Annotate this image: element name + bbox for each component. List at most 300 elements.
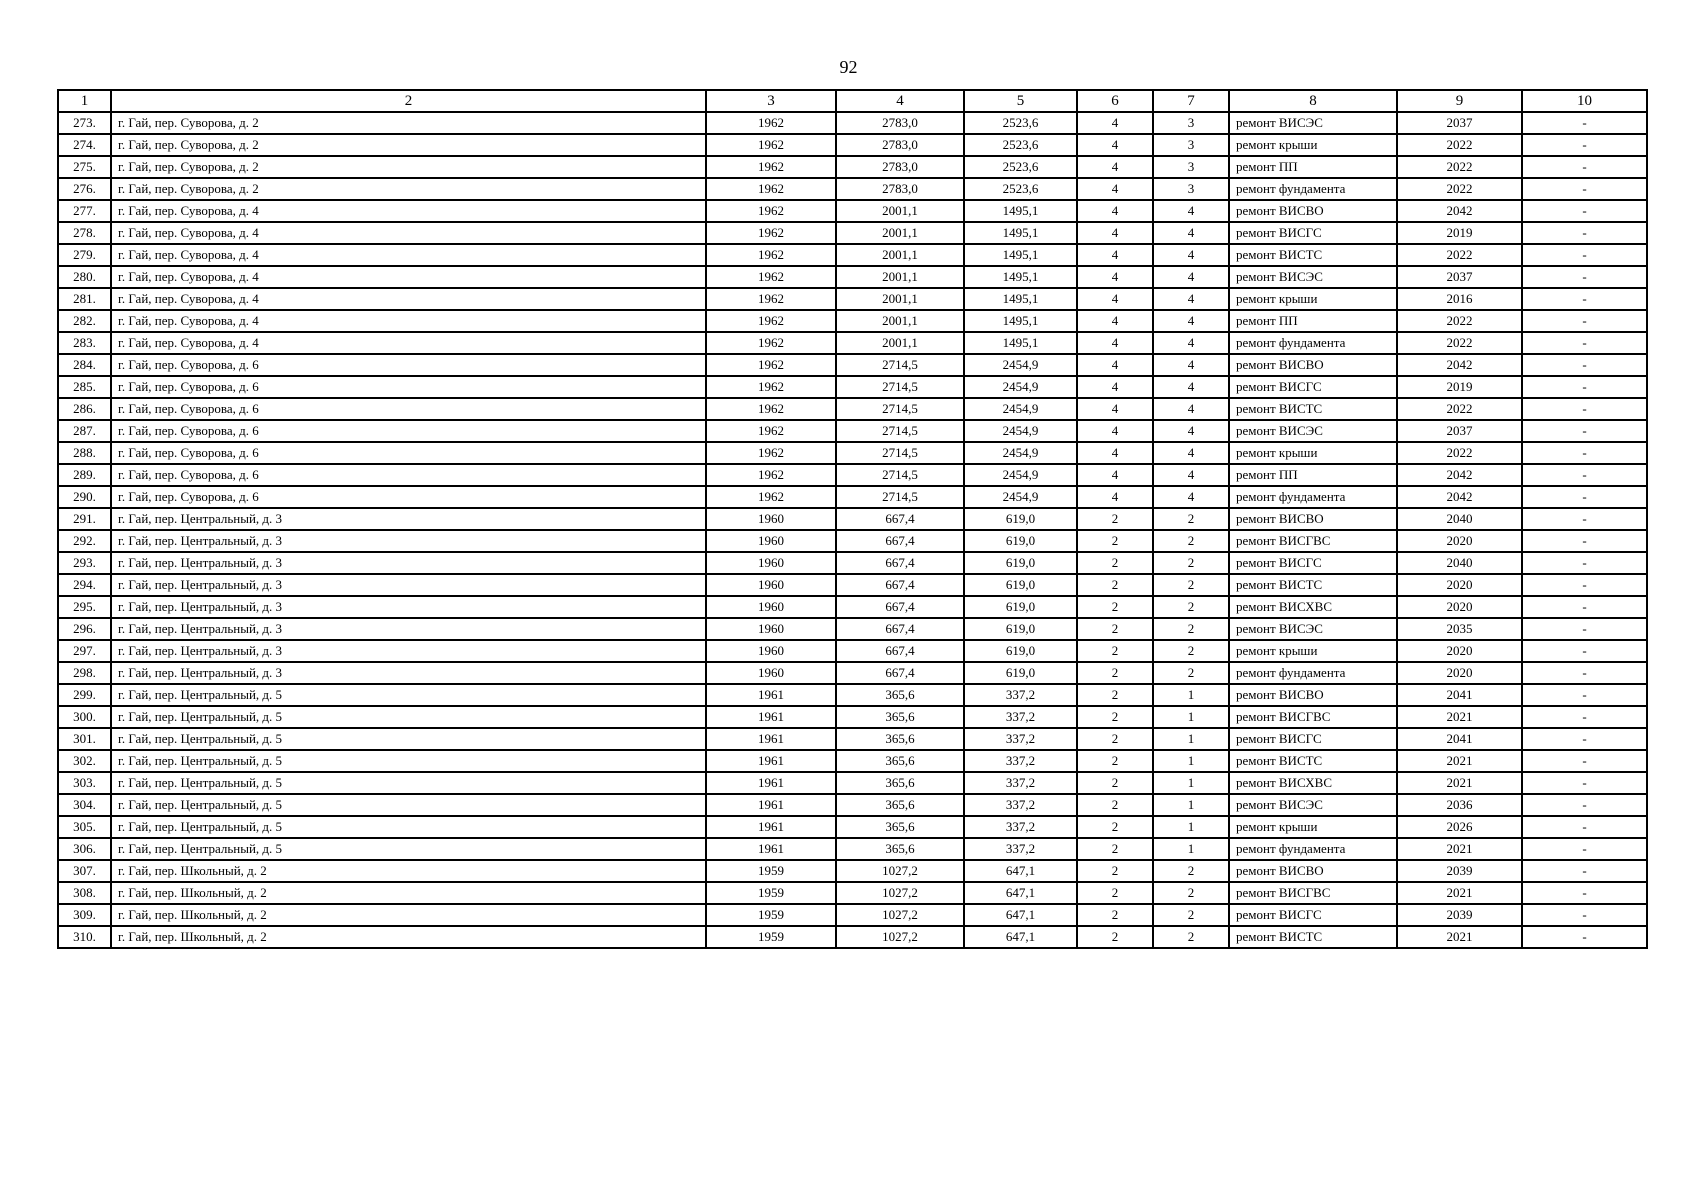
- note-cell: -: [1522, 574, 1647, 596]
- note-cell: -: [1522, 684, 1647, 706]
- year-built-cell: 1962: [706, 310, 836, 332]
- work-type-cell: ремонт фундамента: [1229, 332, 1397, 354]
- year-built-cell: 1962: [706, 200, 836, 222]
- row-number-cell: 291.: [58, 508, 111, 530]
- living-area-cell: 619,0: [964, 530, 1077, 552]
- address-cell: г. Гай, пер. Центральный, д. 5: [111, 684, 706, 706]
- planned-year-cell: 2020: [1397, 530, 1522, 552]
- entrances-cell: 1: [1153, 794, 1229, 816]
- work-type-cell: ремонт ВИСВО: [1229, 200, 1397, 222]
- work-type-cell: ремонт ВИСТС: [1229, 926, 1397, 948]
- planned-year-cell: 2019: [1397, 376, 1522, 398]
- work-type-cell: ремонт крыши: [1229, 442, 1397, 464]
- work-type-cell: ремонт фундамента: [1229, 662, 1397, 684]
- entrances-cell: 4: [1153, 376, 1229, 398]
- note-cell: -: [1522, 288, 1647, 310]
- living-area-cell: 619,0: [964, 618, 1077, 640]
- total-area-cell: 2714,5: [836, 398, 964, 420]
- row-number-cell: 302.: [58, 750, 111, 772]
- table-row: [58, 420, 1647, 442]
- address-cell: г. Гай, пер. Центральный, д. 5: [111, 816, 706, 838]
- total-area-cell: 365,6: [836, 706, 964, 728]
- living-area-cell: 619,0: [964, 574, 1077, 596]
- address-cell: г. Гай, пер. Суворова, д. 4: [111, 332, 706, 354]
- floors-cell: 2: [1077, 904, 1153, 926]
- entrances-cell: 2: [1153, 574, 1229, 596]
- total-area-cell: 2714,5: [836, 354, 964, 376]
- work-type-cell: ремонт ВИСГС: [1229, 904, 1397, 926]
- table-row: [58, 684, 1647, 706]
- planned-year-cell: 2021: [1397, 772, 1522, 794]
- floors-cell: 4: [1077, 442, 1153, 464]
- note-cell: -: [1522, 486, 1647, 508]
- living-area-cell: 1495,1: [964, 266, 1077, 288]
- work-type-cell: ремонт ВИСВО: [1229, 684, 1397, 706]
- living-area-cell: 2454,9: [964, 354, 1077, 376]
- row-number-cell: 308.: [58, 882, 111, 904]
- table-row: [58, 464, 1647, 486]
- row-number-cell: 298.: [58, 662, 111, 684]
- planned-year-cell: 2026: [1397, 816, 1522, 838]
- total-area-cell: 2001,1: [836, 332, 964, 354]
- note-cell: -: [1522, 882, 1647, 904]
- living-area-cell: 2454,9: [964, 486, 1077, 508]
- planned-year-cell: 2020: [1397, 640, 1522, 662]
- total-area-cell: 1027,2: [836, 882, 964, 904]
- floors-cell: 4: [1077, 486, 1153, 508]
- row-number-cell: 276.: [58, 178, 111, 200]
- year-built-cell: 1961: [706, 816, 836, 838]
- year-built-cell: 1962: [706, 464, 836, 486]
- work-type-cell: ремонт фундамента: [1229, 178, 1397, 200]
- planned-year-cell: 2021: [1397, 882, 1522, 904]
- note-cell: -: [1522, 178, 1647, 200]
- work-type-cell: ремонт ВИСГВС: [1229, 530, 1397, 552]
- year-built-cell: 1961: [706, 684, 836, 706]
- table-row: [58, 508, 1647, 530]
- floors-cell: 2: [1077, 640, 1153, 662]
- entrances-cell: 4: [1153, 464, 1229, 486]
- note-cell: -: [1522, 420, 1647, 442]
- address-cell: г. Гай, пер. Центральный, д. 3: [111, 530, 706, 552]
- floors-cell: 2: [1077, 552, 1153, 574]
- total-area-cell: 667,4: [836, 618, 964, 640]
- row-number-cell: 296.: [58, 618, 111, 640]
- living-area-cell: 337,2: [964, 706, 1077, 728]
- year-built-cell: 1962: [706, 288, 836, 310]
- living-area-cell: 619,0: [964, 508, 1077, 530]
- entrances-cell: 4: [1153, 420, 1229, 442]
- planned-year-cell: 2037: [1397, 112, 1522, 134]
- year-built-cell: 1962: [706, 112, 836, 134]
- row-number-cell: 310.: [58, 926, 111, 948]
- note-cell: -: [1522, 310, 1647, 332]
- floors-cell: 2: [1077, 596, 1153, 618]
- work-type-cell: ремонт ВИСЭС: [1229, 794, 1397, 816]
- planned-year-cell: 2042: [1397, 486, 1522, 508]
- address-cell: г. Гай, пер. Центральный, д. 3: [111, 552, 706, 574]
- table-row: [58, 838, 1647, 860]
- year-built-cell: 1961: [706, 794, 836, 816]
- total-area-cell: 2783,0: [836, 178, 964, 200]
- year-built-cell: 1962: [706, 376, 836, 398]
- address-cell: г. Гай, пер. Центральный, д. 5: [111, 750, 706, 772]
- table-row: [58, 332, 1647, 354]
- total-area-cell: 2001,1: [836, 244, 964, 266]
- entrances-cell: 2: [1153, 618, 1229, 640]
- planned-year-cell: 2041: [1397, 728, 1522, 750]
- year-built-cell: 1959: [706, 860, 836, 882]
- planned-year-cell: 2042: [1397, 354, 1522, 376]
- entrances-cell: 1: [1153, 838, 1229, 860]
- floors-cell: 2: [1077, 772, 1153, 794]
- entrances-cell: 2: [1153, 530, 1229, 552]
- table-row: [58, 816, 1647, 838]
- table-row: [58, 310, 1647, 332]
- living-area-cell: 1495,1: [964, 222, 1077, 244]
- row-number-cell: 299.: [58, 684, 111, 706]
- work-type-cell: ремонт ВИСЭС: [1229, 112, 1397, 134]
- address-cell: г. Гай, пер. Центральный, д. 3: [111, 508, 706, 530]
- note-cell: -: [1522, 156, 1647, 178]
- entrances-cell: 4: [1153, 244, 1229, 266]
- row-number-cell: 287.: [58, 420, 111, 442]
- living-area-cell: 647,1: [964, 882, 1077, 904]
- entrances-cell: 2: [1153, 662, 1229, 684]
- table-body: [58, 112, 1647, 948]
- row-number-cell: 297.: [58, 640, 111, 662]
- work-type-cell: ремонт ВИСГВС: [1229, 706, 1397, 728]
- note-cell: -: [1522, 464, 1647, 486]
- entrances-cell: 3: [1153, 156, 1229, 178]
- entrances-cell: 4: [1153, 398, 1229, 420]
- work-type-cell: ремонт крыши: [1229, 640, 1397, 662]
- note-cell: -: [1522, 750, 1647, 772]
- floors-cell: 2: [1077, 838, 1153, 860]
- planned-year-cell: 2020: [1397, 596, 1522, 618]
- work-type-cell: ремонт ВИСГС: [1229, 376, 1397, 398]
- floors-cell: 2: [1077, 706, 1153, 728]
- address-cell: г. Гай, пер. Суворова, д. 6: [111, 354, 706, 376]
- year-built-cell: 1962: [706, 266, 836, 288]
- year-built-cell: 1959: [706, 882, 836, 904]
- planned-year-cell: 2022: [1397, 398, 1522, 420]
- floors-cell: 4: [1077, 134, 1153, 156]
- living-area-cell: 619,0: [964, 640, 1077, 662]
- work-type-cell: ремонт ВИСТС: [1229, 574, 1397, 596]
- row-number-cell: 288.: [58, 442, 111, 464]
- living-area-cell: 647,1: [964, 904, 1077, 926]
- row-number-cell: 273.: [58, 112, 111, 134]
- row-number-cell: 289.: [58, 464, 111, 486]
- planned-year-cell: 2022: [1397, 134, 1522, 156]
- address-cell: г. Гай, пер. Центральный, д. 3: [111, 618, 706, 640]
- floors-cell: 2: [1077, 574, 1153, 596]
- row-number-cell: 303.: [58, 772, 111, 794]
- living-area-cell: 1495,1: [964, 244, 1077, 266]
- table-row: [58, 662, 1647, 684]
- column-header: 10: [1522, 90, 1647, 112]
- year-built-cell: 1962: [706, 442, 836, 464]
- table-row: [58, 486, 1647, 508]
- living-area-cell: 2454,9: [964, 398, 1077, 420]
- entrances-cell: 4: [1153, 486, 1229, 508]
- note-cell: -: [1522, 508, 1647, 530]
- address-cell: г. Гай, пер. Суворова, д. 6: [111, 420, 706, 442]
- entrances-cell: 4: [1153, 310, 1229, 332]
- floors-cell: 2: [1077, 750, 1153, 772]
- address-cell: г. Гай, пер. Суворова, д. 4: [111, 244, 706, 266]
- living-area-cell: 647,1: [964, 926, 1077, 948]
- planned-year-cell: 2040: [1397, 552, 1522, 574]
- living-area-cell: 337,2: [964, 750, 1077, 772]
- address-cell: г. Гай, пер. Суворова, д. 2: [111, 156, 706, 178]
- table-row: [58, 376, 1647, 398]
- address-cell: г. Гай, пер. Школьный, д. 2: [111, 926, 706, 948]
- table-row: [58, 288, 1647, 310]
- table-row: [58, 926, 1647, 948]
- floors-cell: 4: [1077, 244, 1153, 266]
- year-built-cell: 1962: [706, 486, 836, 508]
- planned-year-cell: 2036: [1397, 794, 1522, 816]
- year-built-cell: 1959: [706, 926, 836, 948]
- column-header: 7: [1153, 90, 1229, 112]
- table-row: [58, 618, 1647, 640]
- row-number-cell: 293.: [58, 552, 111, 574]
- note-cell: -: [1522, 112, 1647, 134]
- living-area-cell: 647,1: [964, 860, 1077, 882]
- planned-year-cell: 2019: [1397, 222, 1522, 244]
- column-header: 1: [58, 90, 111, 112]
- note-cell: -: [1522, 706, 1647, 728]
- year-built-cell: 1962: [706, 332, 836, 354]
- planned-year-cell: 2042: [1397, 200, 1522, 222]
- total-area-cell: 1027,2: [836, 926, 964, 948]
- total-area-cell: 2714,5: [836, 420, 964, 442]
- note-cell: -: [1522, 222, 1647, 244]
- planned-year-cell: 2042: [1397, 464, 1522, 486]
- planned-year-cell: 2022: [1397, 178, 1522, 200]
- floors-cell: 2: [1077, 728, 1153, 750]
- entrances-cell: 1: [1153, 706, 1229, 728]
- address-cell: г. Гай, пер. Суворова, д. 6: [111, 376, 706, 398]
- note-cell: -: [1522, 244, 1647, 266]
- table-row: [58, 354, 1647, 376]
- entrances-cell: 4: [1153, 200, 1229, 222]
- column-header: 6: [1077, 90, 1153, 112]
- floors-cell: 2: [1077, 816, 1153, 838]
- address-cell: г. Гай, пер. Суворова, д. 6: [111, 486, 706, 508]
- address-cell: г. Гай, пер. Центральный, д. 3: [111, 640, 706, 662]
- year-built-cell: 1961: [706, 772, 836, 794]
- note-cell: -: [1522, 794, 1647, 816]
- total-area-cell: 667,4: [836, 662, 964, 684]
- living-area-cell: 337,2: [964, 816, 1077, 838]
- year-built-cell: 1960: [706, 508, 836, 530]
- year-built-cell: 1962: [706, 244, 836, 266]
- year-built-cell: 1961: [706, 838, 836, 860]
- entrances-cell: 4: [1153, 442, 1229, 464]
- entrances-cell: 4: [1153, 222, 1229, 244]
- living-area-cell: 1495,1: [964, 200, 1077, 222]
- planned-year-cell: 2035: [1397, 618, 1522, 640]
- floors-cell: 4: [1077, 398, 1153, 420]
- total-area-cell: 667,4: [836, 530, 964, 552]
- row-number-cell: 292.: [58, 530, 111, 552]
- table-row: [58, 706, 1647, 728]
- planned-year-cell: 2037: [1397, 266, 1522, 288]
- year-built-cell: 1960: [706, 530, 836, 552]
- work-type-cell: ремонт ВИСВО: [1229, 354, 1397, 376]
- table-row: [58, 860, 1647, 882]
- total-area-cell: 2783,0: [836, 134, 964, 156]
- total-area-cell: 2783,0: [836, 156, 964, 178]
- note-cell: -: [1522, 354, 1647, 376]
- table-row: [58, 794, 1647, 816]
- total-area-cell: 2714,5: [836, 486, 964, 508]
- floors-cell: 4: [1077, 464, 1153, 486]
- column-header: 8: [1229, 90, 1397, 112]
- row-number-cell: 280.: [58, 266, 111, 288]
- total-area-cell: 365,6: [836, 816, 964, 838]
- work-type-cell: ремонт ПП: [1229, 464, 1397, 486]
- planned-year-cell: 2039: [1397, 904, 1522, 926]
- living-area-cell: 2454,9: [964, 464, 1077, 486]
- address-cell: г. Гай, пер. Суворова, д. 6: [111, 464, 706, 486]
- address-cell: г. Гай, пер. Центральный, д. 5: [111, 728, 706, 750]
- planned-year-cell: 2041: [1397, 684, 1522, 706]
- living-area-cell: 2454,9: [964, 376, 1077, 398]
- entrances-cell: 2: [1153, 508, 1229, 530]
- work-type-cell: ремонт фундамента: [1229, 838, 1397, 860]
- work-type-cell: ремонт ВИСЭС: [1229, 266, 1397, 288]
- note-cell: -: [1522, 728, 1647, 750]
- floors-cell: 4: [1077, 288, 1153, 310]
- row-number-cell: 304.: [58, 794, 111, 816]
- work-type-cell: ремонт ВИСЭС: [1229, 420, 1397, 442]
- living-area-cell: 337,2: [964, 794, 1077, 816]
- table-row: [58, 398, 1647, 420]
- row-number-cell: 294.: [58, 574, 111, 596]
- row-number-cell: 278.: [58, 222, 111, 244]
- year-built-cell: 1960: [706, 618, 836, 640]
- column-header: 2: [111, 90, 706, 112]
- table-row: [58, 574, 1647, 596]
- row-number-cell: 290.: [58, 486, 111, 508]
- floors-cell: 2: [1077, 684, 1153, 706]
- year-built-cell: 1960: [706, 596, 836, 618]
- living-area-cell: 337,2: [964, 684, 1077, 706]
- floors-cell: 4: [1077, 310, 1153, 332]
- note-cell: -: [1522, 596, 1647, 618]
- entrances-cell: 4: [1153, 332, 1229, 354]
- planned-year-cell: 2037: [1397, 420, 1522, 442]
- total-area-cell: 2714,5: [836, 464, 964, 486]
- living-area-cell: 2523,6: [964, 178, 1077, 200]
- planned-year-cell: 2021: [1397, 926, 1522, 948]
- year-built-cell: 1962: [706, 134, 836, 156]
- note-cell: -: [1522, 816, 1647, 838]
- table-row: [58, 596, 1647, 618]
- total-area-cell: 667,4: [836, 552, 964, 574]
- year-built-cell: 1960: [706, 552, 836, 574]
- year-built-cell: 1962: [706, 156, 836, 178]
- total-area-cell: 2001,1: [836, 288, 964, 310]
- table-row: [58, 112, 1647, 134]
- work-type-cell: ремонт ВИСХВС: [1229, 772, 1397, 794]
- work-type-cell: ремонт ВИСГВС: [1229, 882, 1397, 904]
- table-row: [58, 882, 1647, 904]
- row-number-cell: 295.: [58, 596, 111, 618]
- living-area-cell: 619,0: [964, 662, 1077, 684]
- floors-cell: 4: [1077, 420, 1153, 442]
- planned-year-cell: 2020: [1397, 574, 1522, 596]
- note-cell: -: [1522, 442, 1647, 464]
- planned-year-cell: 2021: [1397, 750, 1522, 772]
- living-area-cell: 2523,6: [964, 134, 1077, 156]
- entrances-cell: 4: [1153, 266, 1229, 288]
- floors-cell: 4: [1077, 156, 1153, 178]
- living-area-cell: 337,2: [964, 728, 1077, 750]
- row-number-cell: 284.: [58, 354, 111, 376]
- floors-cell: 2: [1077, 926, 1153, 948]
- living-area-cell: 1495,1: [964, 332, 1077, 354]
- work-type-cell: ремонт ВИСТС: [1229, 244, 1397, 266]
- entrances-cell: 2: [1153, 860, 1229, 882]
- total-area-cell: 667,4: [836, 640, 964, 662]
- entrances-cell: 2: [1153, 926, 1229, 948]
- work-type-cell: ремонт ВИСЭС: [1229, 618, 1397, 640]
- work-type-cell: ремонт крыши: [1229, 288, 1397, 310]
- address-cell: г. Гай, пер. Центральный, д. 3: [111, 596, 706, 618]
- row-number-cell: 307.: [58, 860, 111, 882]
- planned-year-cell: 2016: [1397, 288, 1522, 310]
- row-number-cell: 281.: [58, 288, 111, 310]
- row-number-cell: 283.: [58, 332, 111, 354]
- table-row: [58, 222, 1647, 244]
- total-area-cell: 365,6: [836, 794, 964, 816]
- year-built-cell: 1962: [706, 222, 836, 244]
- address-cell: г. Гай, пер. Центральный, д. 5: [111, 794, 706, 816]
- living-area-cell: 337,2: [964, 772, 1077, 794]
- entrances-cell: 1: [1153, 684, 1229, 706]
- floors-cell: 2: [1077, 530, 1153, 552]
- row-number-cell: 285.: [58, 376, 111, 398]
- floors-cell: 4: [1077, 112, 1153, 134]
- entrances-cell: 1: [1153, 728, 1229, 750]
- floors-cell: 4: [1077, 200, 1153, 222]
- total-area-cell: 2783,0: [836, 112, 964, 134]
- entrances-cell: 3: [1153, 134, 1229, 156]
- row-number-cell: 286.: [58, 398, 111, 420]
- address-cell: г. Гай, пер. Школьный, д. 2: [111, 904, 706, 926]
- floors-cell: 4: [1077, 354, 1153, 376]
- note-cell: -: [1522, 860, 1647, 882]
- floors-cell: 2: [1077, 882, 1153, 904]
- note-cell: -: [1522, 618, 1647, 640]
- planned-year-cell: 2040: [1397, 508, 1522, 530]
- table-row: [58, 156, 1647, 178]
- address-cell: г. Гай, пер. Суворова, д. 4: [111, 222, 706, 244]
- address-cell: г. Гай, пер. Суворова, д. 6: [111, 398, 706, 420]
- note-cell: -: [1522, 332, 1647, 354]
- address-cell: г. Гай, пер. Центральный, д. 3: [111, 662, 706, 684]
- living-area-cell: 2454,9: [964, 442, 1077, 464]
- entrances-cell: 4: [1153, 288, 1229, 310]
- address-cell: г. Гай, пер. Центральный, д. 5: [111, 838, 706, 860]
- note-cell: -: [1522, 838, 1647, 860]
- address-cell: г. Гай, пер. Школьный, д. 2: [111, 860, 706, 882]
